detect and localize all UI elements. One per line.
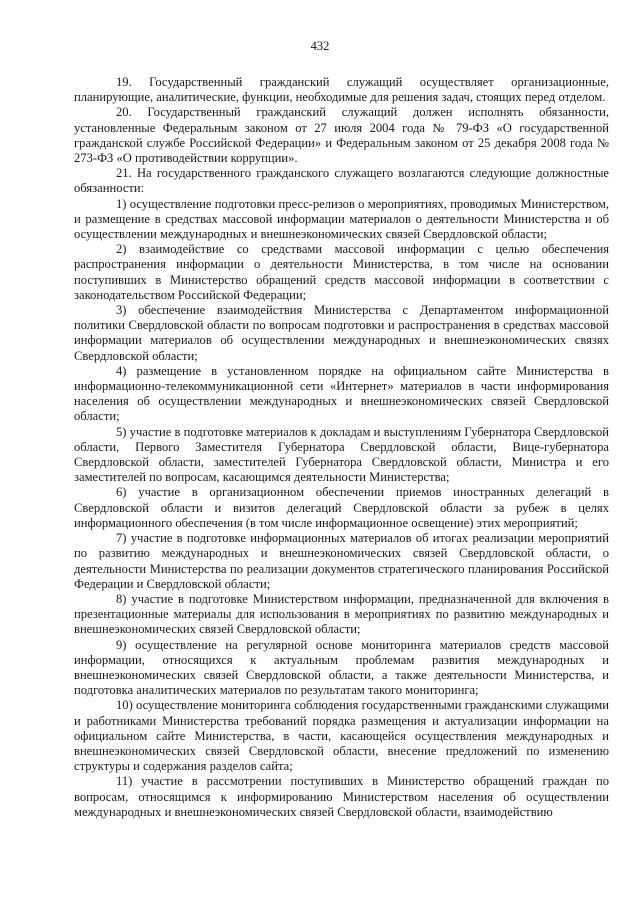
paragraph-21: 21. На государственного гражданского служащего возлагаются следующие должностные обязанности: bbox=[74, 166, 609, 196]
duty-item-1: 1) осуществление подготовки пресс-релизов о мероприятиях, проводимых Министерством, и размещение в средствах массовой информации материалов о деятельности Министерства и об осуществлении международных и внешнеэкономических связей Свердловской области; bbox=[74, 196, 609, 242]
duty-item-2: 2) взаимодействие со средствами массовой информации с целью обеспечения распространения информации о деятельности Министерства, в том числе на основании поступивших в Министерство обращений средств массовой информации в соответствии с законодательством Российской Федерации; bbox=[74, 242, 609, 302]
duty-item-8: 8) участие в подготовке Министерством информации, предназначенной для включения в презентационные материалы для использования в мероприятиях по развитию международных и внешнеэкономических связей Свердловской области; bbox=[74, 591, 609, 637]
duty-item-3: 3) обеспечение взаимодействия Министерства с Департаментом информационной политики Свердловской области по вопросам подготовки и распространения в средствах массовой информации материалов об осуществлении международных и внешнеэкономических связях Свердловской области; bbox=[74, 303, 609, 363]
duty-item-4: 4) размещение в установленном порядке на официальном сайте Министерства в информационно-телекоммуникационной сети «Интернет» материалов в части информирования населения об осуществлении международных и внешнеэкономических связей Свердловской области; bbox=[74, 363, 609, 424]
duty-item-11: 11) участие в рассмотрении поступивших в Министерство обращений граждан по вопросам, относящимся к информированию Министерством населения об осуществлении международных и внешнеэкономических связей Свердловской области, взаимодействию bbox=[74, 774, 609, 819]
document-body bbox=[74, 75, 609, 820]
paragraph-20: 20. Государственный гражданский служащий должен исполнять обязанности, установленные Федеральным законом от 27 июля 2004 года № 79-ФЗ «О государственной гражданской службе Российской Федерации» и Федеральным законом от 25 декабря 2008 года № 273-ФЗ «О противодействии коррупции». bbox=[74, 105, 609, 166]
page-number: 432 bbox=[310, 39, 330, 53]
paragraph-19: 19. Государственный гражданский служащий осуществляет организационные, планирующие, аналитические, функции, необходимые для решения задач, стоящих перед отделом. bbox=[74, 75, 609, 105]
duty-item-7: 7) участие в подготовке информационных материалов об итогах реализации мероприятий по развитию международных и внешнеэкономических связей Свердловской области, о деятельности Министерства по реализации документов стратегического планирования Российской Федерации и Свердловской области; bbox=[74, 531, 609, 591]
duty-item-10: 10) осуществление мониторинга соблюдения государственными гражданскими служащими и работниками Министерства требований порядка размещения и актуализации информации на официальном сайте Министерства, в части, касающейся осуществления международных и внешнеэкономических связей Свердловской области, внесение предложений по изменению структуры и содержания разделов сайта; bbox=[74, 698, 609, 774]
duty-item-5: 5) участие в подготовке материалов к докладам и выступлениям Губернатора Свердловской области, Первого Заместителя Губернатора Свердловской области, Вице-губернатора Свердловской области, заместителей Губернатора Свердловской области, Министра и его заместителей по вопросам, касающимся деятельности Министерства; bbox=[74, 424, 609, 485]
duty-item-9: 9) осуществление на регулярной основе мониторинга материалов средств массовой информации, относящихся к актуальным проблемам развития международных и внешнеэкономических связей Свердловской области, а также деятельности Министерства, и подготовка аналитических материалов по результатам такого мониторинга; bbox=[74, 637, 609, 698]
duty-item-6: 6) участие в организационном обеспечении приемов иностранных делегаций в Свердловской области и визитов делегаций Свердловской области за рубеж в целях информационного обеспечения (в том числе информационное освещение) этих мероприятий; bbox=[74, 485, 609, 530]
